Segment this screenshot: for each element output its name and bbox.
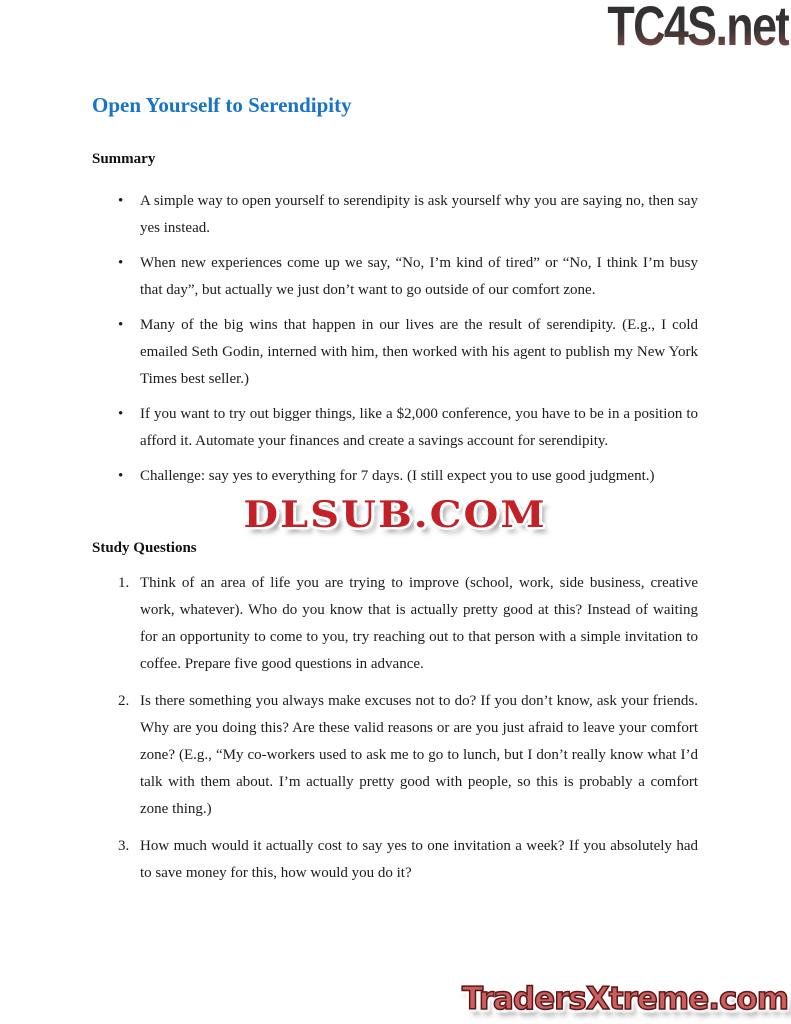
bullet-text: If you want to try out bigger things, like a $2,000 conference, you have to be in a position to afford it. Automate your finances and create a savings account for serendipity. [140, 406, 698, 449]
bullet-marker: • [118, 406, 124, 422]
bullet-marker: • [118, 193, 124, 209]
list-item [92, 312, 698, 393]
study-questions-list [92, 570, 698, 887]
list-item [92, 463, 698, 490]
question-number: 1. [118, 575, 130, 591]
summary-heading: Summary [92, 151, 156, 167]
bullet-marker: • [118, 468, 124, 484]
question-text: Think of an area of life you are trying to improve (school, work, side business, creative work, whatever). Who do you know that is actually pretty good at this? Instead of waiting for an opportunity to come to you, try reaching out to that person with a simple invitation to coffee. Prepare five good questions in advance. [140, 575, 698, 672]
study-questions-heading: Study Questions [92, 540, 197, 556]
bullet-marker: • [118, 255, 124, 271]
document-content [92, 93, 698, 887]
bullet-text: A simple way to open yourself to serendipity is ask yourself why you are saying no, then say yes instead. [140, 193, 698, 236]
list-item [92, 188, 698, 242]
bullet-text: Challenge: say yes to everything for 7 days. (I still expect you to use good judgment.) [140, 468, 655, 484]
page-title: Open Yourself to Serendipity [92, 93, 352, 117]
dlsub-watermark-container [92, 492, 698, 538]
list-item [92, 688, 698, 823]
bullet-text: When new experiences come up we say, “No, I’m kind of tired” or “No, I think I’m busy that day”, but actually we just don’t want to go outside of our comfort zone. [140, 255, 698, 298]
question-text: Is there something you always make excuses not to do? If you don’t know, ask your friends. Why are you doing this? Are these valid reasons or are you just afraid to leave your comfort zone? (E.g., “My co-workers used to ask me to go to lunch, but I don’t really know what I’d talk with them about. I’m actually pretty good with people, so this is probably a comfort zone thing.) [140, 693, 698, 817]
summary-bullet-list [92, 188, 698, 490]
bullet-text: Many of the big wins that happen in our lives are the result of serendipity. (E.g., I cold emailed Seth Godin, interned with him, then worked with his agent to publish my New York Times best seller.) [140, 317, 698, 387]
question-number: 3. [118, 838, 130, 854]
question-text: How much would it actually cost to say yes to one invitation a week? If you absolutely had to save money for this, how would you do it? [140, 838, 698, 881]
list-item [92, 833, 698, 887]
dlsub-watermark-logo: DLSUB.COM [243, 492, 547, 537]
tc4s-watermark-logo: TC4S.net [607, 0, 789, 57]
bullet-marker: • [118, 317, 124, 333]
list-item [92, 570, 698, 678]
tradersxtreme-watermark-logo: TradersXtreme.com [461, 981, 788, 1017]
list-item [92, 250, 698, 304]
question-number: 2. [118, 693, 130, 709]
list-item [92, 401, 698, 455]
